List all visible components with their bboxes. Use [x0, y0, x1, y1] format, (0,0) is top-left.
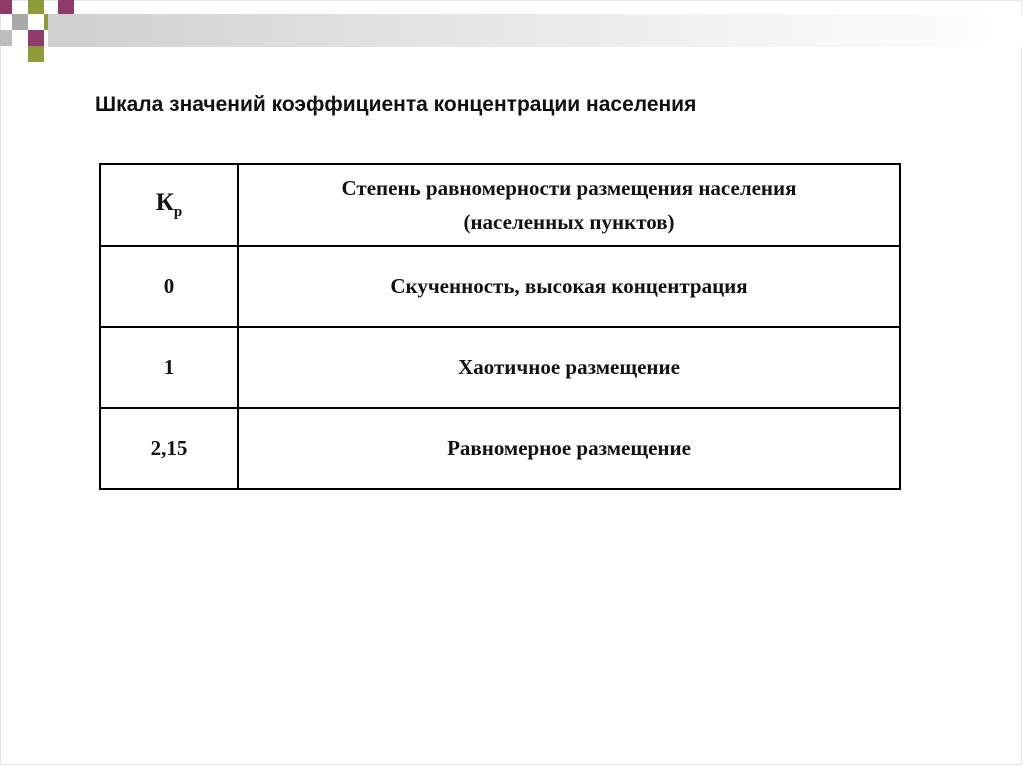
- header-cell-description: [238, 164, 900, 246]
- cell-description: Равномерное размещение: [238, 408, 900, 489]
- cell-k-value: 1: [100, 327, 238, 408]
- header-cell-k: [100, 164, 238, 246]
- decor-square: [28, 30, 44, 46]
- table-row: [100, 327, 900, 408]
- k-main: К: [155, 189, 174, 216]
- decor-square: [12, 14, 28, 30]
- header-desc-line1: Степень равномерности размещения населения: [341, 176, 797, 200]
- decor-square: [28, 0, 44, 14]
- decor-square: [0, 30, 12, 46]
- cell-description: Хаотичное размещение: [238, 327, 900, 408]
- cell-k-value: 2,15: [100, 408, 238, 489]
- scale-table: [99, 163, 901, 490]
- table-row: [100, 408, 900, 489]
- k-symbol: [155, 189, 183, 220]
- decor-square: [0, 0, 12, 14]
- cell-description: Скученность, высокая концентрация: [238, 246, 900, 327]
- slide-title: Шкала значений коэффициента концентрации населения: [95, 93, 697, 116]
- header-desc-line2: (населенных пунктов): [463, 210, 675, 234]
- table-header-row: [100, 164, 900, 246]
- decor-square: [28, 46, 44, 62]
- k-subscript: р: [173, 204, 183, 220]
- decor-square: [58, 0, 74, 14]
- table-row: [100, 246, 900, 327]
- header-gradient-bar: [48, 14, 1024, 47]
- cell-k-value: 0: [100, 246, 238, 327]
